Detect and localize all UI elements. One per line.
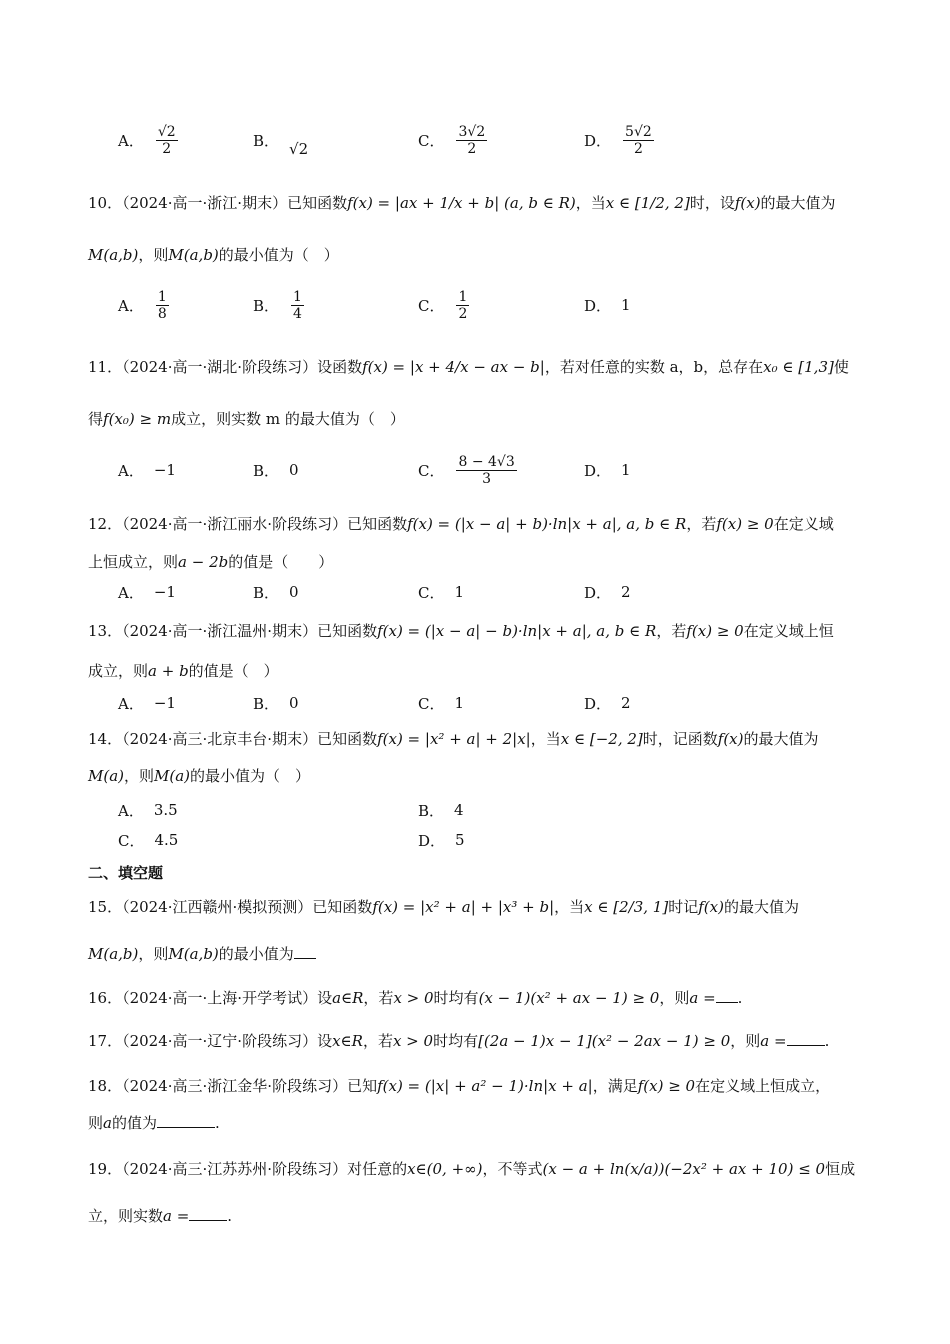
q11-options xyxy=(118,450,878,490)
q15-stem-line2: M(a,b)，则M(a,b)的最小值为 xyxy=(88,943,870,965)
q10-options xyxy=(118,285,878,325)
q12-option-d[interactable]: D． 2 xyxy=(584,583,631,602)
q17-stem: 17．（2024·高一·辽宁·阶段练习）设x∈R，若x > 0时均有[(2a − 1)x − 1](x² − 2ax − 1) ≥ 0，则a = . xyxy=(88,1032,830,1050)
q10-stem-line2: M(a,b)，则M(a,b)的最小值为（ ） xyxy=(88,246,339,264)
q19-answer-blank[interactable] xyxy=(189,1206,227,1221)
q13-option-c[interactable]: C． 1 xyxy=(418,694,465,713)
q11-stem-line2: 得f(x₀) ≥ m成立，则实数 m 的最大值为（ ） xyxy=(88,410,405,428)
q10-option-d[interactable]: D． 1 xyxy=(584,296,631,315)
q15-stem: 15．（2024·江西赣州·模拟预测）已知函数f(x) = |x² + a| + |x³ + b|，当x ∈ [2/3, 1]时记f(x)的最大值为 xyxy=(88,898,799,916)
q18-stem: 18．（2024·高三·浙江金华·阶段练习）已知f(x) = (|x| + a² − 1)·ln|x + a|，满足f(x) ≥ 0在定义域上恒成立， xyxy=(88,1077,831,1095)
q17-answer-blank[interactable] xyxy=(787,1031,825,1046)
q14-option-b[interactable]: B． 4 xyxy=(418,801,464,820)
q10-option-c[interactable]: C． $\frac{1}{2}$ xyxy=(418,288,468,322)
q11-option-b[interactable]: B． 0 xyxy=(253,461,299,480)
q19-stem: 19．（2024·高三·江苏苏州·阶段练习）对任意的x∈(0, +∞)，不等式(x − a + ln(x/a))(−2x² + ax + 10) ≤ 0恒成 xyxy=(88,1160,856,1178)
q18-stem-line2: 则a的值为 . xyxy=(88,1114,220,1132)
q9-option-b[interactable]: B． √2 xyxy=(253,131,309,158)
q11-option-a[interactable]: A． −1 xyxy=(118,461,176,480)
q19-stem-line2: 立，则实数a = . xyxy=(88,1207,233,1225)
q12-option-c[interactable]: C． 1 xyxy=(418,583,465,602)
q13-stem: 13．（2024·高一·浙江温州·期末）已知函数f(x) = (|x − a| − b)·ln|x + a|, a, b ∈ R，若f(x) ≥ 0在定义域上恒 xyxy=(88,622,834,640)
section-heading-fill-blank: 二、填空题 xyxy=(88,864,164,882)
q9-options xyxy=(118,120,878,160)
q16-answer-blank[interactable] xyxy=(716,988,738,1003)
q12-stem-line2: 上恒成立，则a − 2b的值是（ ） xyxy=(88,553,334,571)
q11-option-c[interactable]: C． $\frac{8 - 4√3}{3}$ xyxy=(418,453,515,487)
q12-option-a[interactable]: A． −1 xyxy=(118,583,176,602)
q14-option-d[interactable]: D． 5 xyxy=(418,831,465,850)
q13-option-b[interactable]: B． 0 xyxy=(253,694,299,713)
q14-stem-line2: M(a)，则M(a)的最小值为（ ） xyxy=(88,767,311,785)
q9-option-d[interactable]: D． $\frac{5√2}{2}$ xyxy=(584,123,652,157)
q12-option-b[interactable]: B． 0 xyxy=(253,583,299,602)
q12-options xyxy=(118,572,878,612)
q13-options xyxy=(118,683,878,723)
q13-option-a[interactable]: A． −1 xyxy=(118,694,176,713)
q13-stem-line2: 成立，则a + b的值是（ ） xyxy=(88,662,279,680)
q14-options-row2 xyxy=(118,820,878,860)
q12-stem: 12．（2024·高一·浙江丽水·阶段练习）已知函数f(x) = (|x − a| + b)·ln|x + a|, a, b ∈ R，若f(x) ≥ 0在定义域 xyxy=(88,515,834,533)
q15-answer-blank[interactable] xyxy=(294,944,316,959)
q10-stem: 10．（2024·高一·浙江·期末）已知函数f(x) = |ax + 1/x + b| (a, b ∈ R)，当x ∈ [1/2, 2]时，设f(x)的最大值为 xyxy=(88,194,836,212)
q9-option-a[interactable]: A． $\frac{√2}{2}$ xyxy=(118,123,176,157)
q10-option-b[interactable]: B． $\frac{1}{4}$ xyxy=(253,288,302,322)
q14-stem: 14．（2024·高三·北京丰台·期末）已知函数f(x) = |x² + a| + 2|x|，当x ∈ [−2, 2]时，记函数f(x)的最大值为 xyxy=(88,730,819,748)
q14-option-a[interactable]: A． 3.5 xyxy=(118,801,178,820)
q14-option-c[interactable]: C． 4.5 xyxy=(118,831,179,850)
q13-option-d[interactable]: D． 2 xyxy=(584,694,631,713)
q16-stem: 16．（2024·高一·上海·开学考试）设a∈R，若x > 0时均有(x − 1)(x² + ax − 1) ≥ 0，则a = . xyxy=(88,989,743,1007)
q10-option-a[interactable]: A． $\frac{1}{8}$ xyxy=(118,288,167,322)
q9-option-c[interactable]: C． $\frac{3√2}{2}$ xyxy=(418,123,486,157)
q11-option-d[interactable]: D． 1 xyxy=(584,461,631,480)
q18-answer-blank[interactable] xyxy=(157,1113,215,1128)
q11-stem: 11．（2024·高一·湖北·阶段练习）设函数f(x) = |x + 4/x − ax − b|，若对任意的实数 a，b，总存在x₀ ∈ [1,3]使 xyxy=(88,358,849,376)
